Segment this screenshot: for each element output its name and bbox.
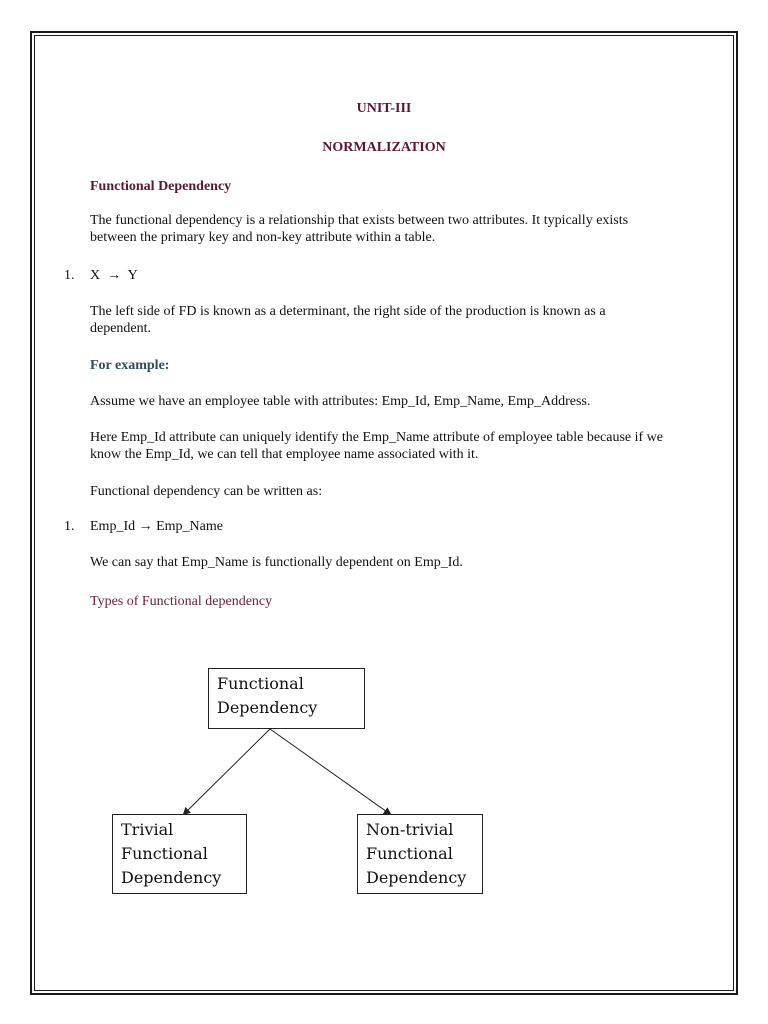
root-line-2: Dependency: [217, 698, 318, 717]
trivial-line-2: Functional: [121, 844, 208, 863]
nontrivial-line-3: Dependency: [366, 868, 467, 887]
example-paragraph-1: Assume we have an employee table with attributes: Emp_Id, Emp_Name, Emp_Address.: [90, 394, 591, 409]
diagram-nontrivial-box: [357, 814, 483, 894]
trivial-line-1: Trivial: [121, 820, 174, 839]
nontrivial-line-2: Functional: [366, 844, 453, 863]
rule1-number: 1.: [64, 268, 75, 283]
unit-heading: UNIT-III: [356, 101, 412, 116]
diagram-trivial-box: [112, 814, 247, 894]
example-paragraph-2: Here Emp_Id attribute can uniquely identify the Emp_Name attribute of employee table because if we know the Emp_Id, we can tell that employee name associated with it.: [90, 430, 664, 462]
intro-paragraph: The functional dependency is a relationship that exists between two attributes. It typically exists between the primary key and non-key attribute within a table.: [90, 213, 629, 245]
trivial-line-3: Dependency: [121, 868, 222, 887]
diagram-root-box: [208, 668, 365, 729]
arrow-to-trivial: [184, 729, 270, 814]
root-line-1: Functional: [217, 674, 304, 693]
section-title: Functional Dependency: [90, 179, 232, 194]
rule2-number: 1.: [64, 519, 75, 534]
arrow-to-nontrivial: [270, 729, 390, 814]
example-paragraph-3: Functional dependency can be written as:: [90, 484, 323, 499]
rule1-formula: X → Y: [90, 268, 138, 283]
types-heading: Types of Functional dependency: [90, 594, 273, 609]
page-title: NORMALIZATION: [322, 140, 446, 155]
nontrivial-line-1: Non-trivial: [366, 820, 454, 839]
rule2-formula: Emp_Id → Emp_Name: [90, 519, 223, 534]
example-heading: For example:: [90, 358, 170, 373]
explanation-paragraph: The left side of FD is known as a determinant, the right side of the production is known as a dependent.: [90, 304, 606, 336]
conclusion-paragraph: We can say that Emp_Name is functionally dependent on Emp_Id.: [90, 555, 463, 570]
